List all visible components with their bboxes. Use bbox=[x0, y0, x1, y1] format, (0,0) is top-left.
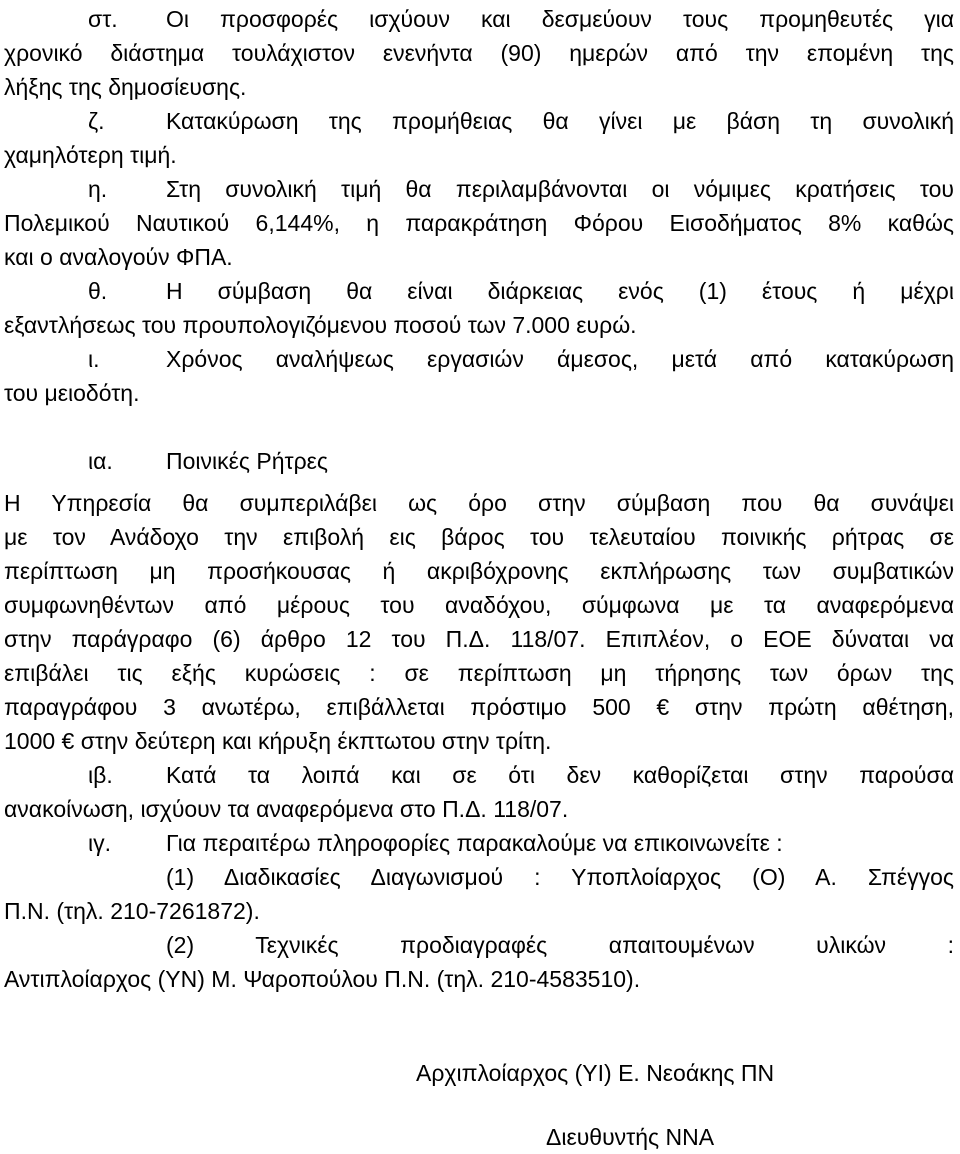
penalty-text-line: περίπτωση μη προσήκουσας ή ακριβόχρονης εκπλήρωσης των συμβατικών bbox=[4, 558, 954, 584]
item-marker: ιγ. bbox=[88, 830, 111, 856]
contact-line: (1) Διαδικασίες Διαγωνισμού : Υποπλοίαρχος (Ο) Α. Σπέγγος bbox=[166, 864, 954, 890]
item-marker: στ. bbox=[88, 6, 118, 32]
penalty-text-line: 1000 € στην δεύτερη και κήρυξη έκπτωτου στην τρίτη. bbox=[4, 728, 552, 754]
contact-line: (2) Τεχνικές προδιαγραφές απαιτουμένων υλικών : bbox=[166, 932, 954, 958]
item-text-line: Οι προσφορές ισχύουν και δεσμεύουν τους προμηθευτές για bbox=[166, 6, 954, 32]
item-text-line: Κατακύρωση της προμήθειας θα γίνει με βάση τη συνολική bbox=[166, 108, 954, 134]
item-marker: θ. bbox=[88, 278, 108, 304]
item-text-line: Η σύμβαση θα είναι διάρκειας ενός (1) έτους ή μέχρι bbox=[166, 278, 954, 304]
item-text-line: και ο αναλογούν ΦΠΑ. bbox=[4, 244, 233, 270]
item-text-line: Χρόνος αναλήψεως εργασιών άμεσος, μετά από κατακύρωση bbox=[166, 346, 954, 372]
penalty-text-line: επιβάλει τις εξής κυρώσεις : σε περίπτωση μη τήρησης των όρων της bbox=[4, 660, 954, 686]
penalty-text-line: συμφωνηθέντων από μέρους του αναδόχου, σύμφωνα με τα αναφερόμενα bbox=[4, 592, 954, 618]
item-text-line: Κατά τα λοιπά και σε ότι δεν καθορίζεται στην παρούσα bbox=[166, 762, 954, 788]
signature-name: Αρχιπλοίαρχος (ΥΙ) Ε. Νεοάκης ΠΝ bbox=[416, 1060, 775, 1086]
item-text-line: χρονικό διάστημα τουλάχιστον ενενήντα (90) ημερών από την επομένη της bbox=[4, 40, 954, 66]
item-text-line: Πολεμικού Ναυτικού 6,144%, η παρακράτηση Φόρου Εισοδήματος 8% καθώς bbox=[4, 210, 954, 236]
item-text-line: εξαντλήσεως του προυπολογιζόμενου ποσού των 7.000 ευρώ. bbox=[4, 312, 637, 338]
item-marker: η. bbox=[88, 176, 108, 202]
item-marker: ζ. bbox=[88, 108, 105, 134]
item-text-line: Για περαιτέρω πληροφορίες παρακαλούμε να επικοινωνείτε : bbox=[166, 830, 783, 856]
section-marker: ια. bbox=[88, 448, 113, 474]
item-marker: ι. bbox=[88, 346, 100, 372]
signature-title: Διευθυντής ΝΝΑ bbox=[546, 1124, 715, 1150]
penalty-text-line: στην παράγραφο (6) άρθρο 12 του Π.Δ. 118/07. Επιπλέον, ο ΕΟΕ δύναται να bbox=[4, 626, 954, 652]
contact-line: Αντιπλοίαρχος (ΥΝ) Μ. Ψαροπούλου Π.Ν. (τηλ. 210-4583510). bbox=[4, 966, 641, 992]
penalty-text-line: με τον Ανάδοχο την επιβολή εις βάρος του τελευταίου ποινικής ρήτρας σε bbox=[4, 524, 954, 550]
item-text-line: χαμηλότερη τιμή. bbox=[4, 142, 177, 168]
item-text-line: ανακοίνωση, ισχύουν τα αναφερόμενα στο Π.Δ. 118/07. bbox=[4, 796, 569, 822]
penalty-text-line: Η Υπηρεσία θα συμπεριλάβει ως όρο στην σύμβαση που θα συνάψει bbox=[4, 490, 954, 516]
item-text-line: του μειοδότη. bbox=[4, 380, 140, 406]
contact-line: Π.Ν. (τηλ. 210-7261872). bbox=[4, 898, 260, 924]
item-marker: ιβ. bbox=[88, 762, 113, 788]
item-text-line: λήξης της δημοσίευσης. bbox=[4, 74, 247, 100]
penalty-text-line: παραγράφου 3 ανωτέρω, επιβάλλεται πρόστιμο 500 € στην πρώτη αθέτηση, bbox=[4, 694, 954, 720]
section-heading: Ποινικές Ρήτρες bbox=[166, 448, 328, 474]
item-text-line: Στη συνολική τιμή θα περιλαμβάνονται οι νόμιμες κρατήσεις του bbox=[166, 176, 954, 202]
